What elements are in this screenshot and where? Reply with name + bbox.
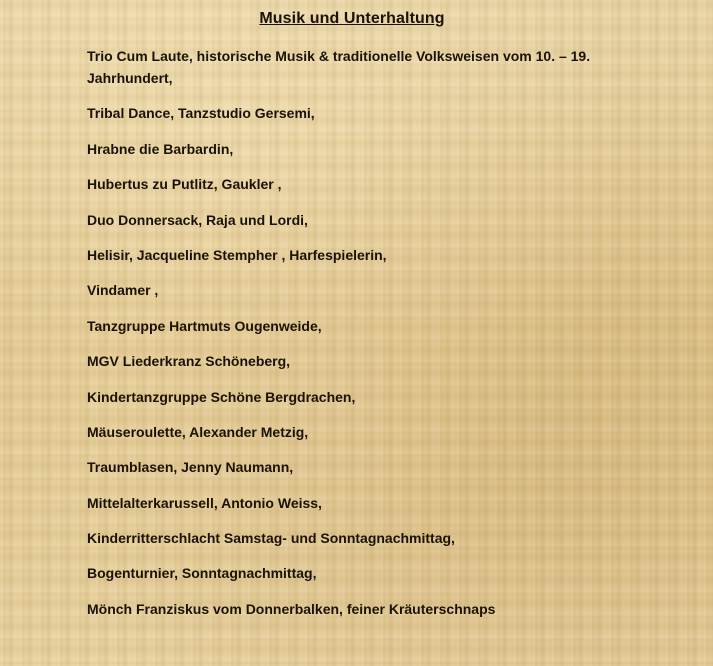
list-item: Mönch Franziskus vom Donnerbalken, feiner Kräuterschnaps bbox=[87, 600, 496, 617]
list-item: Trio Cum Laute, historische Musik & traditionelle Volksweisen vom 10. – 19. Jahrhundert, bbox=[87, 48, 591, 86]
list-item: Bogenturnier, Sonntagnachmittag, bbox=[87, 565, 317, 582]
list-item: Duo Donnersack, Raja und Lordi, bbox=[87, 211, 308, 228]
list-item: Tanzgruppe Hartmuts Ougenweide, bbox=[87, 317, 322, 334]
list-item: Vindamer , bbox=[87, 282, 159, 299]
list-item: Kinderritterschlacht Samstag- und Sonntagnachmittag, bbox=[87, 530, 455, 547]
list-item: Hrabne die Barbardin, bbox=[87, 140, 234, 157]
page-title: Musik und Unterhaltung bbox=[259, 10, 445, 27]
list-item: MGV Liederkranz Schöneberg, bbox=[87, 353, 291, 370]
list-item: Mäuseroulette, Alexander Metzig, bbox=[87, 423, 309, 440]
list-item: Traumblasen, Jenny Naumann, bbox=[87, 459, 294, 476]
list-item: Tribal Dance, Tanzstudio Gersemi, bbox=[87, 105, 315, 122]
list-item: Hubertus zu Putlitz, Gaukler , bbox=[87, 176, 282, 193]
list-item: Helisir, Jacqueline Stempher , Harfespielerin, bbox=[87, 246, 387, 263]
entertainment-list bbox=[87, 45, 647, 633]
list-item: Mittelalterkarussell, Antonio Weiss, bbox=[87, 494, 322, 511]
list-item: Kindertanzgruppe Schöne Bergdrachen, bbox=[87, 388, 356, 405]
